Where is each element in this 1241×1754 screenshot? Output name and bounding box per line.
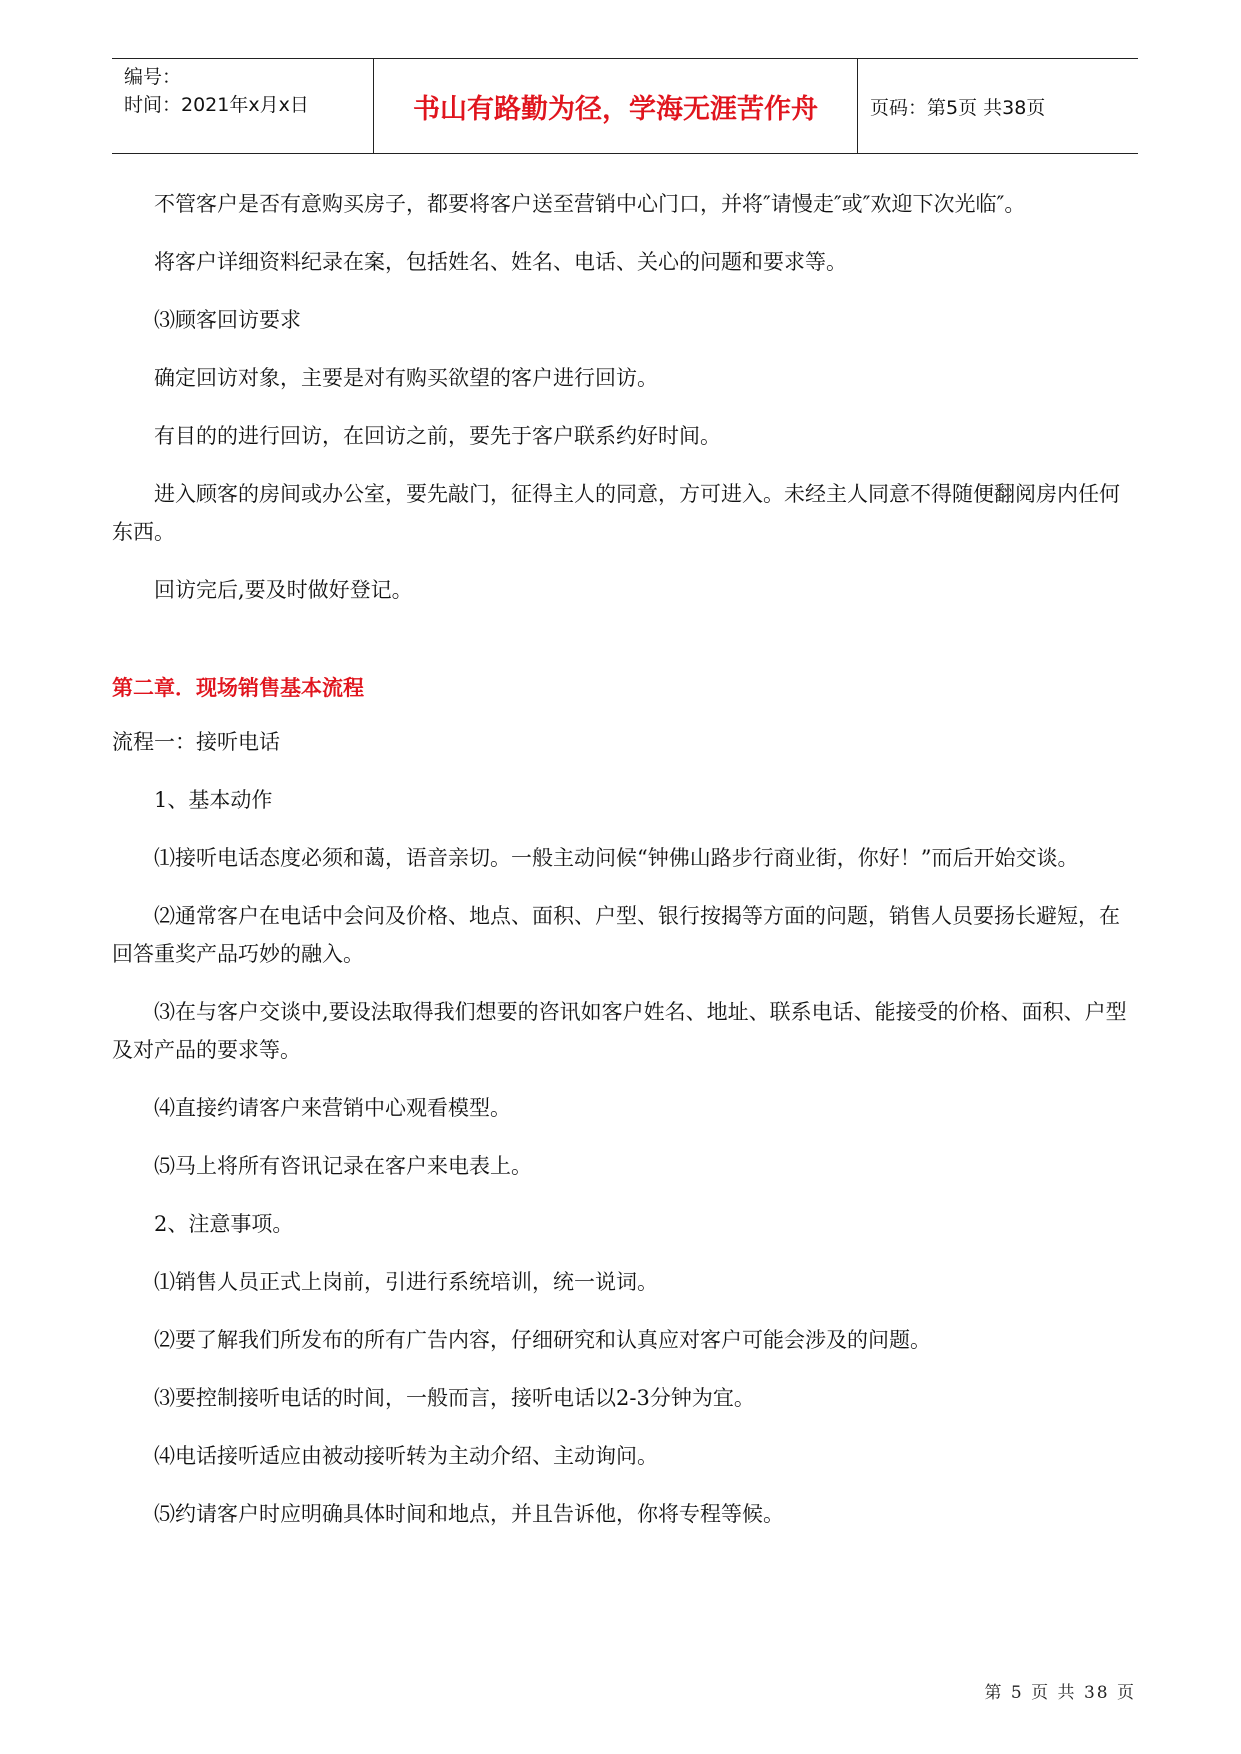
doc-number-label: 编号： [124, 66, 182, 88]
list-item: ⑸马上将所有咨讯记录在客户来电表上。 [154, 1154, 532, 1178]
subsection-heading: ⑶顾客回访要求 [154, 308, 301, 332]
list-item: ⑵通常客户在电话中会问及价格、地点、面积、户型、银行按揭等方面的问题，销售人员要扬长避短，在回答重奖产品巧妙的融入。 [112, 904, 1120, 966]
paragraph: 回访完后,要及时做好登记。 [154, 578, 413, 602]
list-item: ⑴接听电话态度必须和蔼，语音亲切。一般主动问候“钟佛山路步行商业街，你好！”而后开始交谈。 [154, 846, 1079, 870]
flow-title: 流程一：接听电话 [112, 730, 280, 754]
subsection-heading: 1、基本动作 [154, 788, 273, 812]
list-item: ⑷电话接听适应由被动接听转为主动介绍、主动询问。 [154, 1444, 658, 1468]
header-divider [857, 59, 858, 153]
subsection-heading: 2、注意事项。 [154, 1212, 294, 1236]
list-item: ⑶在与客户交谈中,要设法取得我们想要的咨讯如客户姓名、地址、联系电话、能接受的价格、面积、户型及对产品的要求等。 [112, 1000, 1127, 1062]
paragraph: 进入顾客的房间或办公室，要先敲门，征得主人的同意，方可进入。未经主人同意不得随便翻阅房内任何东西。 [112, 482, 1120, 544]
list-item: ⑵要了解我们所发布的所有广告内容，仔细研究和认真应对客户可能会涉及的问题。 [154, 1328, 931, 1352]
list-item: ⑶要控制接听电话的时间，一般而言，接听电话以2-3分钟为宜。 [154, 1386, 755, 1410]
page-header [112, 58, 1138, 154]
doc-time-label: 时间：2021年x月x日 [124, 94, 309, 116]
document-body [112, 185, 1136, 1553]
paragraph: 确定回访对象，主要是对有购买欲望的客户进行回访。 [154, 366, 658, 390]
header-meta [124, 63, 309, 119]
header-page-info: 页码：第5页 共38页 [870, 96, 1046, 119]
chapter-title: 第二章．现场销售基本流程 [112, 676, 364, 700]
list-item: ⑸约请客户时应明确具体时间和地点，并且告诉他，你将专程等候。 [154, 1502, 784, 1526]
paragraph: 将客户详细资料纪录在案，包括姓名、姓名、电话、关心的问题和要求等。 [154, 250, 847, 274]
list-item: ⑷直接约请客户来营销中心观看模型。 [154, 1096, 511, 1120]
header-motto: 书山有路勤为径，学海无涯苦作舟 [413, 93, 818, 125]
paragraph: 有目的的进行回访，在回访之前，要先于客户联系约好时间。 [154, 424, 721, 448]
paragraph: 不管客户是否有意购买房子，都要将客户送至营销中心门口，并将″请慢走″或″欢迎下次光临″。 [154, 192, 1026, 216]
list-item: ⑴销售人员正式上岗前，引进行系统培训，统一说词。 [154, 1270, 658, 1294]
page-footer: 第 5 页 共 38 页 [984, 1683, 1136, 1703]
